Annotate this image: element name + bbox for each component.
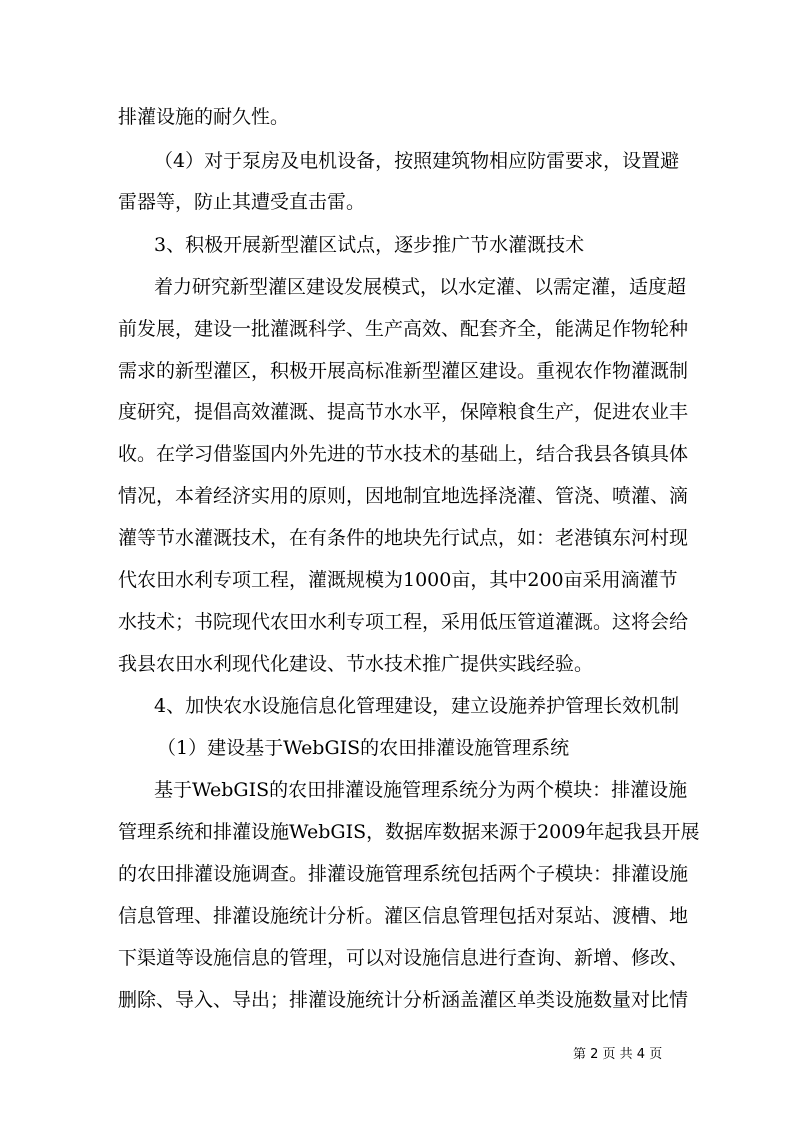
text-line: 管理系统和排灌设施WebGIS，数据库数据来源于2009年起我县开展 xyxy=(118,821,700,843)
text-line: 信息管理、排灌设施统计分析。灌区信息管理包括对泵站、渡槽、地 xyxy=(118,905,689,927)
text-line: 基于WebGIS的农田排灌设施管理系统分为两个模块：排灌设施 xyxy=(154,779,688,801)
text-line: 下渠道等设施信息的管理，可以对设施信息进行查询、新增、修改、 xyxy=(118,947,689,969)
text-line: （4）对于泵房及电机设备，按照建筑物相应防雷要求，设置避 xyxy=(154,150,680,172)
subsection-heading: （1）建设基于WebGIS的农田排灌设施管理系统 xyxy=(157,737,570,759)
text-line: 着力研究新型灌区建设发展模式，以水定灌、以需定灌，适度超 xyxy=(154,276,687,298)
text-line: 雷器等，防止其遭受直击雷。 xyxy=(118,191,366,213)
text-line: 灌等节水灌溉技术，在有条件的地块先行试点，如：老港镇东河村现 xyxy=(118,527,689,549)
text-line: 情况，本着经济实用的原则，因地制宜地选择浇灌、管浇、喷灌、滴 xyxy=(118,485,689,507)
text-line: 我县农田水利现代化建设、节水技术推广提供实践经验。 xyxy=(118,653,594,675)
text-line: 收。在学习借鉴国内外先进的节水技术的基础上，结合我县各镇具体 xyxy=(118,443,689,465)
text-line: 排灌设施的耐久性。 xyxy=(118,106,290,128)
text-line: 的农田排灌设施调查。排灌设施管理系统包括两个子模块：排灌设施 xyxy=(118,863,689,885)
section-heading: 4、加快农水设施信息化管理建设，建立设施养护管理长效机制 xyxy=(154,695,680,717)
text-line: 度研究，提倡高效灌溉、提高节水水平，保障粮食生产，促进农业丰 xyxy=(118,401,689,423)
text-line: 代农田水利专项工程，灌溉规模为1000亩，其中200亩采用滴灌节 xyxy=(118,569,678,591)
text-line: 前发展，建设一批灌溉科学、生产高效、配套齐全，能满足作物轮种 xyxy=(118,318,689,340)
text-line: 删除、导入、导出；排灌设施统计分析涵盖灌区单类设施数量对比情 xyxy=(118,989,689,1011)
page-number: 第 2 页 共 4 页 xyxy=(573,1047,663,1062)
section-heading: 3、积极开展新型灌区试点，逐步推广节水灌溉技术 xyxy=(154,234,585,256)
text-line: 需求的新型灌区，积极开展高标准新型灌区建设。重视农作物灌溉制 xyxy=(118,360,689,382)
text-line: 水技术；书院现代农田水利专项工程，采用低压管道灌溉。这将会给 xyxy=(118,611,689,633)
